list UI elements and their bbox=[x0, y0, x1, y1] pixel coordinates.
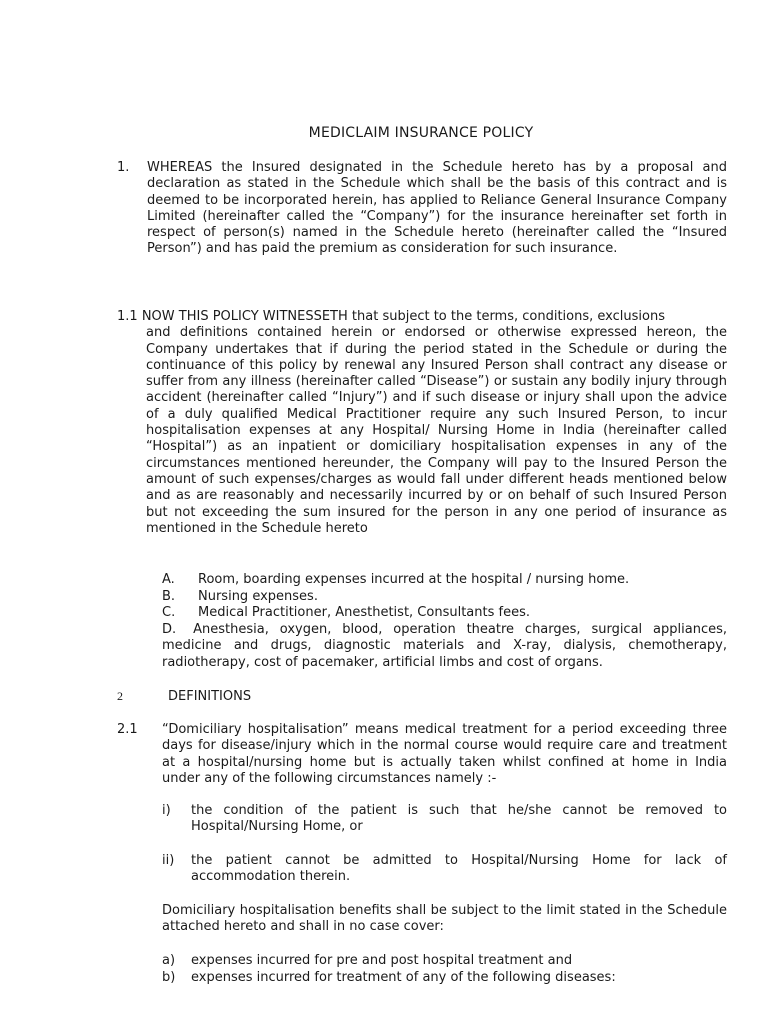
exclusion-text: expenses incurred for treatment of any of the following diseases: bbox=[191, 970, 616, 985]
section-2-heading: DEFINITIONS bbox=[168, 689, 252, 704]
circumstance-marker: ii) bbox=[162, 853, 175, 868]
head-d bbox=[162, 622, 727, 671]
section-2-1-text: “Domiciliary hospitalisation” means medical treatment for a period exceeding three days for disease/injury which in the normal course would require care and treatment at a hospital/nursing home but is actually taken whilst confined at home in India under any of the following circumstances namely :- bbox=[162, 722, 727, 786]
head-text: Medical Practitioner, Anesthetist, Consultants fees. bbox=[198, 605, 530, 620]
circumstance-text: the condition of the patient is such that he/she cannot be removed to Hospital/Nursing Home, or bbox=[191, 803, 727, 835]
circumstance-marker: i) bbox=[162, 803, 171, 818]
section-1-text: WHEREAS the Insured designated in the Schedule hereto has by a proposal and declaration as stated in the Schedule which shall be the basis of this contract and is deemed to be incorporated herein, has applied to Reliance General Insurance Company Limited (hereinafter called the “Company”) for the insurance hereinafter set forth in respect of person(s) named in the Schedule hereto (hereinafter called the “Insured Person”) and has paid the premium as consideration for such insurance. bbox=[147, 160, 727, 257]
head-text: Room, boarding expenses incurred at the hospital / nursing home. bbox=[198, 572, 630, 587]
section-1-1-text: and definitions contained herein or endorsed or otherwise expressed hereon, the Company undertakes that if during the period stated in the Schedule or during the continuance of this policy by renewal any Insured Person shall contract any disease or suffer from any illness (hereinafter called “Disease”) or sustain any bodily injury through accident (hereinafter called “Injury”) and if such disease or injury shall upon the advice of a duly qualified Medical Practitioner require any such Insured Person, to incur hospitalisation expenses at any Hospital/ Nursing Home in India (hereinafter called “Hospital”) as an inpatient or domiciliary hospitalisation expenses in any of the circumstances mentioned hereunder, the Company will pay to the Insured Person the amount of such expenses/charges as would fall under different heads mentioned below and as are reasonably and necessarily incurred by or on behalf of such Insured Person but not exceeding the sum insured for the person in any one period of insurance as mentioned in the Schedule hereto bbox=[146, 325, 727, 536]
section-1-1-number: 1.1 bbox=[117, 309, 138, 324]
domiciliary-note: Domiciliary hospitalisation benefits shall be subject to the limit stated in the Schedule attached hereto and shall in no case cover: bbox=[162, 903, 727, 935]
page-title: MEDICLAIM INSURANCE POLICY bbox=[308, 125, 534, 141]
head-letter: C. bbox=[162, 605, 176, 620]
section-2-1-number: 2.1 bbox=[117, 722, 138, 737]
section-1-number: 1. bbox=[117, 160, 130, 175]
circumstance-text: the patient cannot be admitted to Hospital/Nursing Home for lack of accommodation therein. bbox=[191, 853, 727, 885]
exclusion-text: expenses incurred for pre and post hospital treatment and bbox=[191, 953, 573, 968]
head-text: Anesthesia, oxygen, blood, operation theatre charges, surgical appliances, medicine and drugs, diagnostic materials and X-ray, dialysis, chemotherapy, radiotherapy, cost of pacemaker, artificial limbs and cost of organs. bbox=[162, 622, 727, 670]
head-letter: A. bbox=[162, 572, 175, 587]
head-letter: B. bbox=[162, 589, 176, 604]
section-1-1-first-line bbox=[117, 309, 729, 325]
section-1-1-lead: NOW THIS POLICY WITNESSETH that subject to the terms, conditions, exclusions bbox=[141, 309, 665, 324]
exclusion-marker: b) bbox=[162, 970, 176, 985]
head-letter: D. bbox=[162, 622, 177, 637]
exclusion-marker: a) bbox=[162, 953, 176, 968]
head-text: Nursing expenses. bbox=[198, 589, 318, 604]
section-2-number: 2 bbox=[117, 689, 123, 703]
